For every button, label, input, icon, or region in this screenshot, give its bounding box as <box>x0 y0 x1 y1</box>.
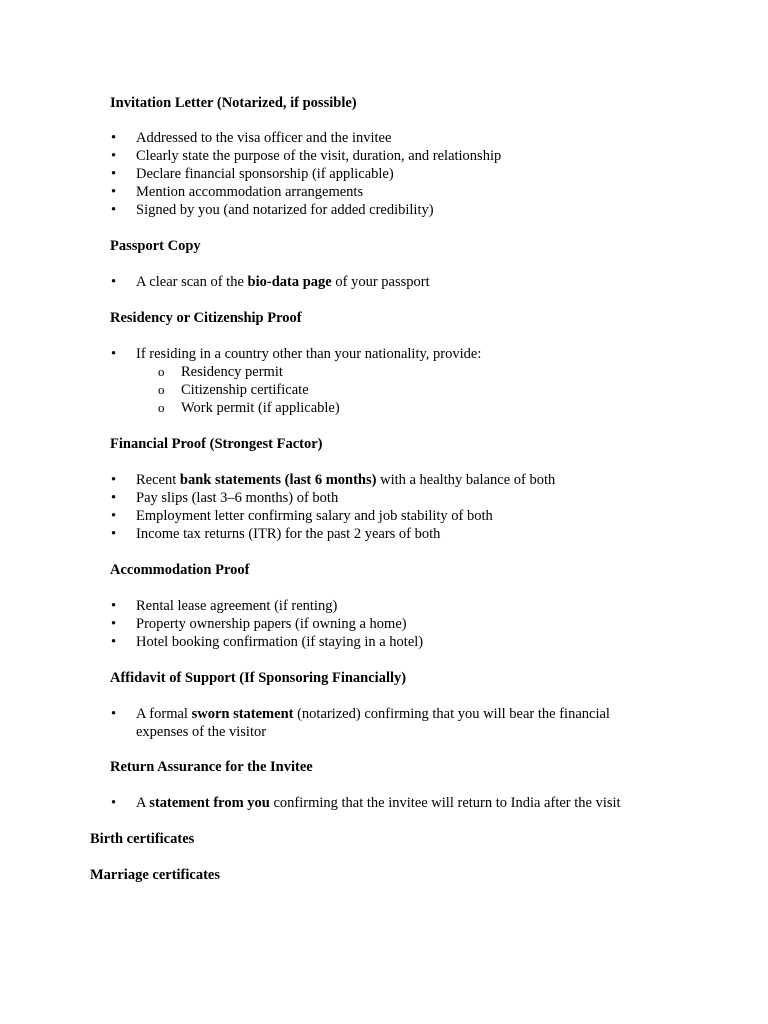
list-item: Mention accommodation arrangements <box>136 184 364 200</box>
bullet: • <box>111 346 117 362</box>
text-run: A clear scan of the <box>136 274 248 290</box>
heading-marriage-certificates: Marriage certificates <box>90 867 221 883</box>
sub-list-item: Residency permit <box>181 364 283 380</box>
list-item: Hotel booking confirmation (if staying in a hotel) <box>136 634 424 650</box>
bullet: • <box>111 526 117 542</box>
bold-text: bio-data page <box>247 274 332 290</box>
sub-list-item: Work permit (if applicable) <box>181 400 340 416</box>
section-heading-accommodation: Accommodation Proof <box>110 562 250 578</box>
bullet: • <box>111 184 117 200</box>
section-heading-affidavit: Affidavit of Support (If Sponsoring Financially) <box>110 670 407 686</box>
list-item: Income tax returns (ITR) for the past 2 years of both <box>136 526 441 542</box>
bold-text: statement from you <box>149 795 270 811</box>
list-item: Property ownership papers (if owning a home) <box>136 616 407 632</box>
bold-text: sworn statement <box>191 706 294 722</box>
bullet: • <box>111 508 117 524</box>
list-item: Declare financial sponsorship (if applicable) <box>136 166 394 182</box>
text-run: (notarized) confirming that you will bear the financial <box>293 706 610 722</box>
text-run: of your passport <box>331 274 430 290</box>
text-run: with a healthy balance of both <box>376 472 556 488</box>
bullet: • <box>111 490 117 506</box>
list-item <box>136 794 621 812</box>
section-heading-passport: Passport Copy <box>110 238 201 254</box>
bullet: • <box>111 202 117 218</box>
list-item-continuation: expenses of the visitor <box>136 724 267 740</box>
section-heading-return: Return Assurance for the Invitee <box>110 759 313 775</box>
text-run: Recent <box>136 472 180 488</box>
list-item: If residing in a country other than your nationality, provide: <box>136 346 482 362</box>
sub-bullet: o <box>158 382 165 397</box>
bullet: • <box>111 130 117 146</box>
list-item: Employment letter confirming salary and job stability of both <box>136 508 493 524</box>
bullet: • <box>111 472 117 488</box>
sub-bullet: o <box>158 364 165 379</box>
bullet: • <box>111 706 117 722</box>
list-item: Addressed to the visa officer and the invitee <box>136 130 392 146</box>
bullet: • <box>111 274 117 290</box>
list-item: Signed by you (and notarized for added credibility) <box>136 202 434 218</box>
bullet: • <box>111 166 117 182</box>
list-item: Rental lease agreement (if renting) <box>136 598 338 614</box>
bullet: • <box>111 598 117 614</box>
list-item <box>136 471 555 489</box>
bullet: • <box>111 616 117 632</box>
bullet: • <box>111 795 117 811</box>
bullet: • <box>111 634 117 650</box>
sub-list-item: Citizenship certificate <box>181 382 309 398</box>
list-item <box>136 705 610 723</box>
heading-birth-certificates: Birth certificates <box>90 831 195 847</box>
section-heading-residency: Residency or Citizenship Proof <box>110 310 302 326</box>
list-item: Clearly state the purpose of the visit, duration, and relationship <box>136 148 502 164</box>
bullet: • <box>111 148 117 164</box>
text-run: confirming that the invitee will return to India after the visit <box>269 795 621 811</box>
text-run: A <box>136 795 150 811</box>
bold-text: bank statements (last 6 months) <box>179 472 377 488</box>
list-item <box>136 273 430 291</box>
sub-bullet: o <box>158 400 165 415</box>
section-heading-invitation: Invitation Letter (Notarized, if possible) <box>110 95 357 111</box>
list-item: Pay slips (last 3–6 months) of both <box>136 490 339 506</box>
section-heading-financial: Financial Proof (Strongest Factor) <box>110 436 323 452</box>
text-run: A formal <box>136 706 192 722</box>
